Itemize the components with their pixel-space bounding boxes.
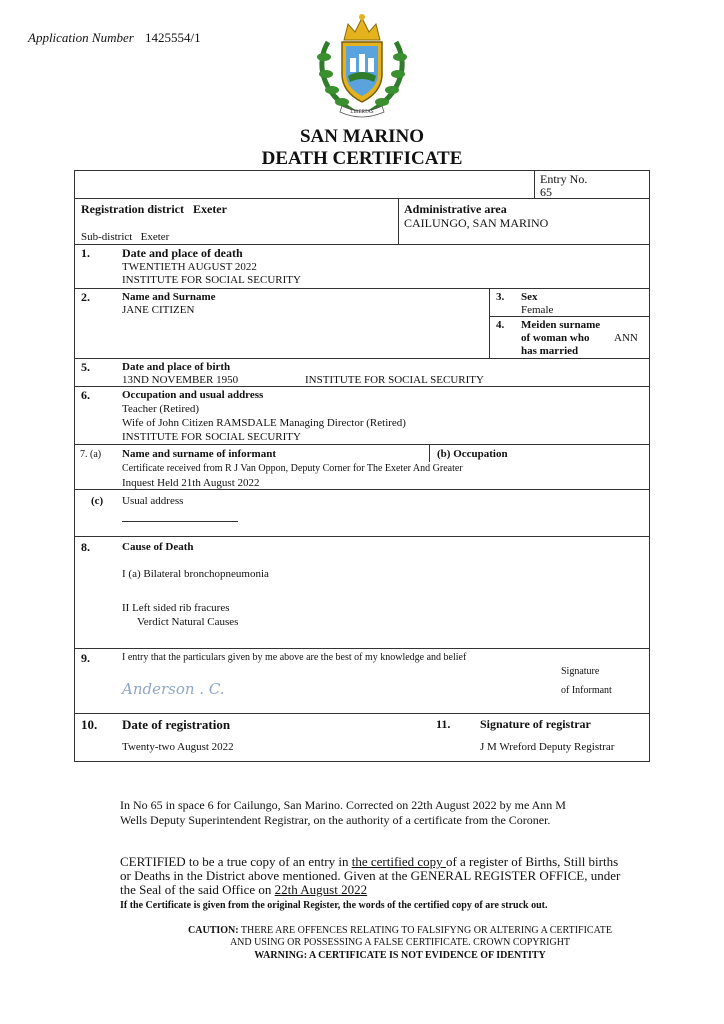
section-7a-label: Name and surname of informant (122, 448, 276, 460)
rule (74, 288, 650, 289)
cause-of-death-1a: I (a) Bilateral bronchopneumonia (122, 568, 269, 580)
certified-date: 22th August 2022 (274, 882, 368, 897)
application-number-value: 1425554/1 (145, 30, 201, 45)
caution-text: THERE ARE OFFENCES RELATING TO FALSIFYNG OR ALTERING A CERTIFICATE (238, 925, 612, 936)
section-3-label: Sex (521, 291, 538, 303)
certified-note: If the Certificate is given from the original Register, the words of the certified copy of are struck out. (120, 900, 548, 911)
caution-line2: AND USING OR POSSESSING A FALSE CERTIFICATE. CROWN COPYRIGHT (229, 937, 571, 948)
signature-label-line2: of Informant (561, 685, 612, 696)
section-11-label: Signature of registrar (480, 717, 591, 731)
section-7c-label: Usual address (122, 495, 184, 507)
rule (74, 648, 650, 649)
section-7b-label: (b) Occupation (437, 448, 508, 460)
place-of-birth: INSTITUTE FOR SOCIAL SECURITY (305, 374, 484, 386)
rule (74, 713, 650, 714)
section-1-number: 1. (81, 246, 90, 260)
entry-no-label: Entry No. (540, 172, 588, 186)
section-6-label: Occupation and usual address (122, 389, 264, 401)
section-5-label: Date and place of birth (122, 361, 231, 373)
caution-label: CAUTION: (188, 925, 239, 936)
occupation-line-1: Teacher (Retired) (122, 403, 200, 415)
maiden-surname-value: ANN (614, 332, 638, 344)
section-10-number: 10. (81, 717, 98, 732)
certificate-country-title: SAN MARINO (299, 126, 425, 147)
section-2-number: 2. (81, 290, 90, 304)
certificate-type-title: DEATH CERTIFICATE (261, 148, 463, 169)
signature-label-line1: Signature (561, 666, 600, 677)
section-4-label-line2: of woman who (521, 332, 590, 344)
rule (489, 316, 650, 317)
registration-date: Twenty-two August 2022 (122, 741, 234, 753)
admin-area-label: Administrative area (404, 202, 507, 216)
registration-district-value: Exeter (192, 202, 227, 216)
section-3-number: 3. (496, 291, 505, 303)
informant-signature: Anderson . C. (122, 680, 225, 698)
sub-district (81, 230, 169, 244)
section-4-label-line3: has married (521, 345, 579, 357)
application-number (28, 30, 201, 46)
certified-line1-a: CERTIFIED to be a true copy of an entry in (120, 854, 352, 869)
cause-of-death-2: II Left sided rib fracures (122, 602, 230, 614)
section-7c-number: (c) (91, 495, 104, 507)
registration-district-label: Registration district (81, 202, 184, 216)
registrar-signature: J M Wreford Deputy Registrar (480, 741, 615, 753)
rule (74, 536, 650, 537)
sub-district-label: Sub-district (81, 231, 133, 243)
occupation-line-2: Wife of John Citizen RAMSDALE Managing Director (Retired) (122, 417, 406, 429)
rule (74, 444, 650, 445)
section-8-number: 8. (81, 540, 90, 554)
rule (74, 358, 650, 359)
section-1-label: Date and place of death (122, 246, 243, 260)
admin-area-value: CAILUNGO, SAN MARINO (404, 216, 549, 230)
certified-copy-text: the certified copy (351, 854, 446, 869)
registration-district (81, 202, 227, 216)
section-9-number: 9. (81, 651, 90, 665)
section-2-label: Name and Surname (122, 291, 216, 303)
certified-line3-a: the Seal of the said Office on (120, 882, 275, 897)
section-8-label: Cause of Death (122, 541, 194, 553)
application-number-label: Application Number (28, 30, 134, 45)
certified-line1 (120, 855, 618, 869)
address-blank-line (122, 521, 238, 522)
deceased-name: JANE CITIZEN (122, 304, 195, 316)
informant-line-2: Inquest Held 21th August 2022 (122, 477, 260, 489)
date-of-death: TWENTIETH AUGUST 2022 (122, 261, 257, 273)
informant-line-1: Certificate received from R J Van Oppon, Deputy Corner for The Exeter And Greater (122, 463, 463, 474)
entry-no-value: 65 (540, 185, 552, 199)
certified-line2: or Deaths in the District above mentioned. Given at the GENERAL REGISTER OFFICE, under (120, 868, 621, 883)
sub-district-value: Exeter (140, 231, 170, 243)
section-7a-number: 7. (a) (80, 449, 102, 460)
date-of-birth: 13ND NOVEMBER 1950 (122, 374, 239, 386)
rule (398, 198, 399, 244)
verdict: Verdict Natural Causes (137, 616, 239, 628)
rule (74, 198, 650, 199)
rule (429, 444, 430, 462)
coat-of-arms-icon (314, 12, 410, 122)
section-6-number: 6. (81, 388, 90, 402)
section-10-label: Date of registration (122, 717, 231, 732)
rule (74, 244, 650, 245)
section-4-number: 4. (496, 319, 505, 331)
rule (534, 170, 535, 198)
crest-motto: LIBERTAS (350, 110, 374, 115)
section-4-label-line1: Meiden surname (521, 319, 601, 331)
certified-line3 (120, 883, 367, 897)
sex-value: Female (521, 304, 554, 316)
usual-address: INSTITUTE FOR SOCIAL SECURITY (122, 431, 301, 443)
place-of-death: INSTITUTE FOR SOCIAL SECURITY (122, 274, 301, 286)
certified-line1-b: of a register of Births, Still births (445, 854, 619, 869)
rule (489, 288, 490, 358)
section-11-number: 11. (436, 717, 451, 731)
informant-declaration: I entry that the particulars given by me above are the best of my knowledge and belief (122, 652, 467, 663)
identity-warning: WARNING: A CERTIFICATE IS NOT EVIDENCE OF IDENTITY (254, 950, 546, 961)
correction-note-line1: In No 65 in space 6 for Cailungo, San Marino. Corrected on 22th August 2022 by me Ann M (120, 798, 566, 812)
correction-note-line2: Wells Deputy Superintendent Registrar, on the authority of a certificate from the Coroner. (120, 813, 551, 827)
caution-line1 (100, 925, 700, 937)
section-5-number: 5. (81, 360, 90, 374)
